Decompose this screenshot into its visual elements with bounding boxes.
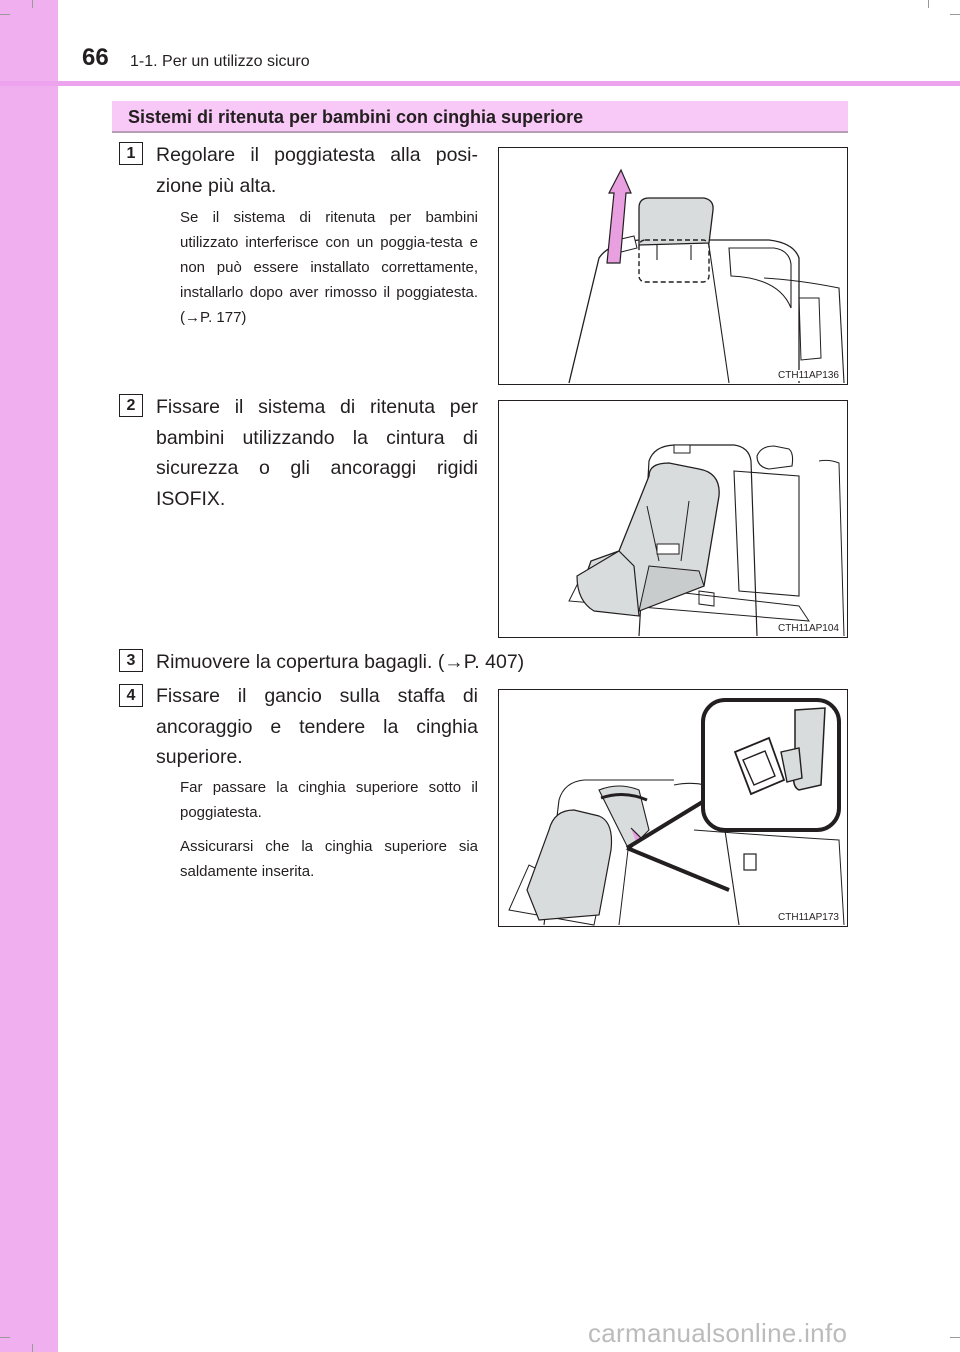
step-note-4b: Assicurarsi che la cinghia superiore sia saldamente inserita. [180, 838, 478, 880]
step-text-2: Fissare il sistema di ritenuta per bambini utilizzando la cintura di sicurezza o gli ancoraggi rigidi ISOFIX. [156, 396, 478, 510]
step-note-4a: Far passare la cinghia superiore sotto il poggiatesta. [180, 779, 478, 821]
crop-mark [32, 0, 33, 8]
step-number-1: 1 [119, 142, 143, 165]
step-number-4: 4 [119, 684, 143, 707]
chapter-title: 1-1. Per un utilizzo sicuro [130, 53, 310, 70]
crop-mark [950, 14, 960, 15]
child-seat-illustration [499, 401, 848, 638]
step-text-4: Fissare il gancio sulla staffa di ancoraggio e tendere la cinghia superiore. [156, 685, 478, 768]
figure-code-4: CTH11AP173 [778, 912, 839, 923]
section-bar [112, 101, 848, 133]
figure-headrest [498, 147, 848, 385]
step-text-1: Regolare il poggiatesta alla posi-zione più alta. [156, 144, 478, 197]
figure-code-2: CTH11AP104 [778, 623, 839, 634]
header-rule [0, 81, 960, 86]
watermark: carmanualsonline.info [588, 1318, 848, 1348]
crop-mark [928, 0, 929, 8]
figure-code-1: CTH11AP136 [778, 370, 839, 381]
crop-mark [0, 14, 10, 15]
section-title: Sistemi di ritenuta per bambini con cinghia superiore [128, 107, 584, 127]
crop-mark [0, 1337, 10, 1338]
headrest-illustration [499, 148, 848, 385]
figure-child-seat [498, 400, 848, 638]
top-tether-illustration [499, 690, 848, 927]
step-number-3: 3 [119, 649, 143, 672]
crop-mark [950, 1337, 960, 1338]
page-number: 66 [82, 44, 109, 71]
step-number-2: 2 [119, 394, 143, 417]
crop-mark [32, 1344, 33, 1352]
step-text-3: Rimuovere la copertura bagagli. (→P. 407) [156, 651, 525, 673]
margin-band [0, 0, 58, 1352]
step-note-1: Se il sistema di ritenuta per bambini utilizzato interferisce con un poggia-testa e non può essere installato correttamente, installarlo dopo aver rimosso il poggiatesta. (→P. 177) [180, 209, 478, 326]
figure-top-tether [498, 689, 848, 927]
